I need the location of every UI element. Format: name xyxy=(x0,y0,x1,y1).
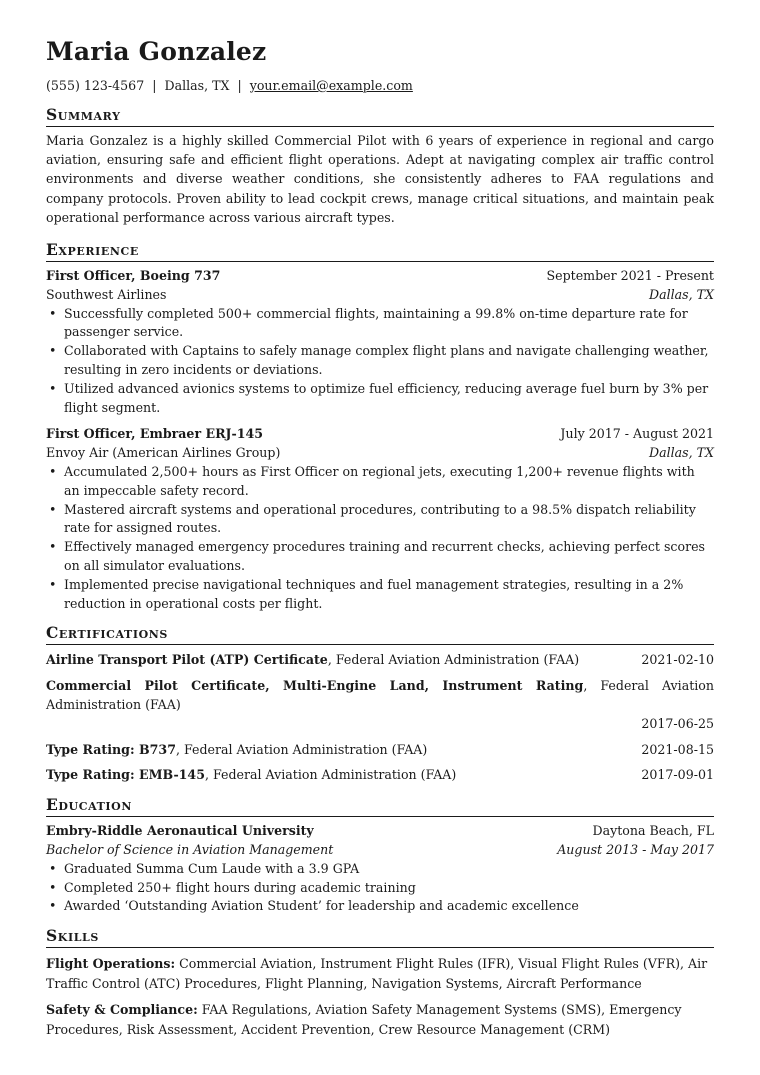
certification-issuer: , Federal Aviation Administration (FAA) xyxy=(204,767,457,783)
certification-name: Type Rating: B737 xyxy=(46,741,176,757)
job-header-row xyxy=(46,425,714,444)
certification-name: Commercial Pilot Certificate, Multi-Engine Land, Instrument Rating xyxy=(46,678,584,694)
certification-name: Airline Transport Pilot (ATP) Certificate xyxy=(46,652,328,668)
job-role: First Officer, Boeing 737 xyxy=(46,268,221,284)
job-dates: July 2017 - August 2021 xyxy=(560,426,714,442)
certification-issuer: , Federal Aviation Administration (FAA) xyxy=(327,652,580,668)
certification-item xyxy=(46,741,714,760)
list-item: • Successfully completed 500+ commercial flights, maintaining a 99.8% on-time departure rate for passenger service. xyxy=(46,305,714,343)
summary-text: Maria Gonzalez is a highly skilled Commercial Pilot with 6 years of experience in regional and cargo aviation, ensuring safe and efficient flight operations. Adept at navigating complex air traffic control environments and diverse weather conditions, she consistently adheres to FAA regulations and company protocols. Proven ability to lead cockpit crews, manage critical situations, and maintain peak operational performance across various aircraft types. xyxy=(46,133,714,225)
contact-separator: | xyxy=(237,78,242,93)
certification-date: 2017-09-01 xyxy=(641,767,714,783)
job-company-row xyxy=(46,444,714,463)
education-bullets xyxy=(46,860,714,916)
job-company-row xyxy=(46,286,714,305)
certification-issuer: , Federal Aviation Administration (FAA) xyxy=(46,678,714,712)
list-item: • Awarded ‘Outstanding Aviation Student’ for leadership and academic excellence xyxy=(46,897,714,916)
school-location: Daytona Beach, FL xyxy=(592,823,714,839)
job-company: Envoy Air (American Airlines Group) xyxy=(46,445,281,461)
list-item: • Completed 250+ flight hours during academic training xyxy=(46,879,714,898)
job-company: Southwest Airlines xyxy=(46,286,167,302)
education-degree-row xyxy=(46,841,714,860)
section-title-education: Education xyxy=(46,795,714,817)
certification-date: 2021-08-15 xyxy=(641,741,714,757)
certification-item xyxy=(46,651,714,670)
skill-group xyxy=(46,954,714,993)
skill-group-label: Safety & Compliance: xyxy=(46,1002,198,1018)
list-item: • Utilized advanced avionics systems to optimize fuel efficiency, reducing average fuel burn by 3% per flight segment. xyxy=(46,380,714,418)
job-bullets xyxy=(46,305,714,418)
school-name: Embry-Riddle Aeronautical University xyxy=(46,823,314,839)
list-item: • Mastered aircraft systems and operational procedures, contributing to a 98.5% dispatch reliability rate for assigned routes. xyxy=(46,501,714,539)
contact-line xyxy=(46,77,714,95)
phone-number: (555) 123-4567 xyxy=(46,78,145,93)
section-title-certifications: Certifications xyxy=(46,623,714,645)
job-location: Dallas, TX xyxy=(648,445,714,461)
certification-item xyxy=(46,677,714,733)
email-link[interactable]: your.email@example.com xyxy=(249,78,413,93)
section-title-skills: Skills xyxy=(46,926,714,948)
list-item: • Collaborated with Captains to safely manage complex flight plans and navigate challenging weather, resulting in zero incidents or deviations. xyxy=(46,342,714,380)
skill-group xyxy=(46,1000,714,1039)
list-item: • Implemented precise navigational techniques and fuel management strategies, resulting in a 2% reduction in operational costs per flight. xyxy=(46,576,714,614)
certification-text xyxy=(46,651,579,670)
certification-text xyxy=(46,766,456,785)
skill-group-text: Commercial Aviation, Instrument Flight Rules (IFR), Visual Flight Rules (VFR), Air Traffic Control (ATC) Procedures, Flight Planning, Navigation Systems, Aircraft Performance xyxy=(46,956,708,991)
certification-issuer: , Federal Aviation Administration (FAA) xyxy=(175,741,428,757)
education-dates: August 2013 - May 2017 xyxy=(557,841,714,857)
location: Dallas, TX xyxy=(164,78,230,93)
job-entry xyxy=(46,425,714,613)
job-location: Dallas, TX xyxy=(648,286,714,302)
section-title-summary: Summary xyxy=(46,105,714,127)
section-title-experience: Experience xyxy=(46,240,714,262)
degree-name: Bachelor of Science in Aviation Management xyxy=(46,841,334,857)
certification-date: 2021-02-10 xyxy=(641,652,714,668)
skill-group-label: Flight Operations: xyxy=(46,956,176,972)
candidate-name: Maria Gonzalez xyxy=(46,37,267,66)
certification-item xyxy=(46,766,714,785)
contact-separator: | xyxy=(152,78,157,93)
job-header-row xyxy=(46,267,714,286)
list-item: • Accumulated 2,500+ hours as First Officer on regional jets, executing 1,200+ revenue flights with an impeccable safety record. xyxy=(46,463,714,501)
certification-text xyxy=(46,741,427,760)
education-header-row xyxy=(46,822,714,841)
certification-date-row xyxy=(46,715,714,734)
education-entry xyxy=(46,822,714,916)
skill-group-text: FAA Regulations, Aviation Safety Management Systems (SMS), Emergency Procedures, Risk Assessment, Accident Prevention, Crew Resource Management (CRM) xyxy=(46,1002,682,1037)
job-bullets xyxy=(46,463,714,613)
job-entry xyxy=(46,267,714,417)
certification-date: 2017-06-25 xyxy=(641,715,714,731)
job-dates: September 2021 - Present xyxy=(546,268,714,284)
certification-name: Type Rating: EMB-145 xyxy=(46,767,205,783)
job-role: First Officer, Embraer ERJ-145 xyxy=(46,426,264,442)
list-item: • Graduated Summa Cum Laude with a 3.9 GPA xyxy=(46,860,714,879)
list-item: • Effectively managed emergency procedures training and recurrent checks, achieving perfect scores on all simulator evaluations. xyxy=(46,538,714,576)
